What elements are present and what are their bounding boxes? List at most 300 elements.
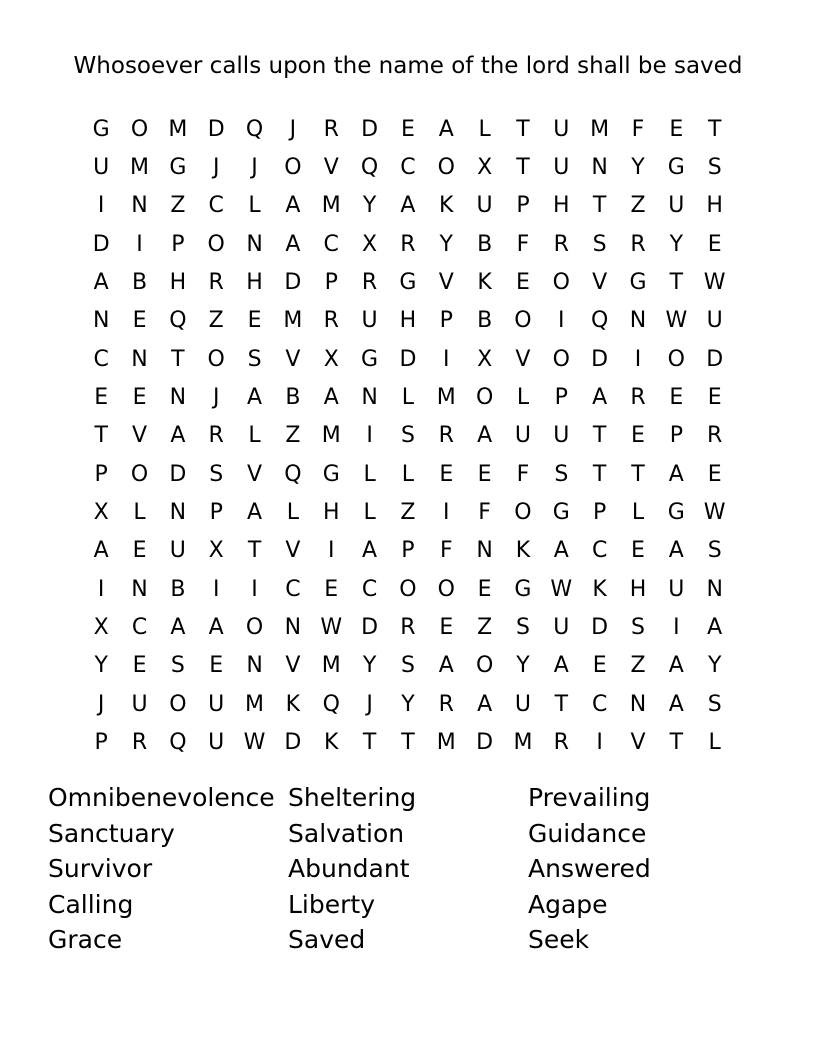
grid-letter: A (668, 538, 684, 564)
grid-letter: C (93, 346, 109, 372)
grid-letter: O (169, 691, 187, 717)
grid-letter: S (631, 615, 645, 641)
grid-letter: A (170, 423, 186, 449)
grid-letter: M (321, 653, 341, 679)
grid-letter: D (591, 615, 609, 641)
grid-letter: T (401, 730, 415, 756)
word-list (48, 780, 768, 958)
grid-letter: A (477, 691, 493, 717)
grid-row (82, 608, 734, 646)
grid-letter: D (361, 116, 379, 142)
grid-letter: O (667, 346, 685, 372)
grid-letter: Z (170, 193, 186, 219)
grid-letter: S (400, 423, 415, 449)
grid-letter: O (130, 116, 149, 142)
grid-letter: E (707, 385, 722, 411)
grid-letter: W (665, 308, 688, 334)
grid-letter: W (550, 576, 573, 602)
grid-letter: N (629, 691, 647, 717)
grid-letter: M (513, 730, 533, 756)
grid-letter: M (245, 691, 265, 717)
grid-letter: P (94, 730, 108, 756)
grid-letter: A (285, 193, 301, 219)
grid-letter: L (478, 116, 491, 142)
grid-letter: D (169, 461, 187, 487)
search-word: Agape (528, 889, 608, 919)
grid-letter: P (171, 231, 185, 257)
grid-letter: R (438, 423, 454, 449)
grid-letter: A (477, 423, 493, 449)
search-word: Prevailing (528, 783, 651, 813)
grid-letter: X (362, 231, 378, 257)
grid-letter: B (477, 231, 493, 257)
grid-letter: Q (169, 308, 187, 334)
grid-letter: K (477, 270, 492, 296)
grid-letter: M (283, 308, 303, 334)
grid-letter: V (285, 653, 301, 679)
grid-letter: S (707, 691, 722, 717)
grid-letter: M (168, 116, 188, 142)
grid-letter: U (514, 691, 531, 717)
grid-letter: U (361, 308, 378, 334)
grid-letter: W (243, 730, 266, 756)
grid-letter: G (667, 500, 685, 526)
grid-letter: O (207, 346, 225, 372)
grid-letter: E (477, 576, 492, 602)
grid-letter: T (592, 193, 607, 219)
grid-letter: L (631, 500, 645, 526)
grid-letter: N (706, 576, 723, 602)
grid-letter: Q (169, 730, 187, 756)
grid-letter: U (553, 423, 570, 449)
grid-letter: R (553, 231, 569, 257)
grid-letter: G (514, 576, 532, 602)
grid-letter: U (553, 615, 570, 641)
grid-letter: S (515, 615, 530, 641)
grid-letter: V (247, 461, 263, 487)
grid-letter: F (478, 500, 491, 526)
grid-letter: U (169, 538, 186, 564)
grid-letter: N (169, 500, 187, 526)
grid-letter: U (514, 423, 531, 449)
grid-letter: J (212, 385, 220, 411)
grid-letter: U (476, 193, 493, 219)
grid-letter: Q (322, 691, 340, 717)
grid-letter: I (443, 500, 450, 526)
grid-letter: H (169, 270, 187, 296)
grid-letter: B (170, 576, 186, 602)
grid-letter: Z (630, 193, 646, 219)
grid-letter: V (592, 270, 608, 296)
grid-letter: M (321, 193, 341, 219)
grid-letter: G (399, 270, 417, 296)
grid-letter: D (591, 346, 609, 372)
grid-letter: R (208, 270, 224, 296)
grid-letter: N (361, 385, 378, 411)
grid-letter: T (669, 730, 684, 756)
search-word: Seek (528, 925, 590, 955)
grid-row (82, 263, 734, 301)
grid-letter: D (207, 116, 225, 142)
grid-letter: S (592, 231, 607, 257)
grid-letter: X (477, 346, 493, 372)
grid-letter: I (212, 576, 220, 602)
grid-letter: L (248, 193, 261, 219)
grid-letter: Y (439, 231, 453, 257)
grid-row (82, 187, 734, 225)
search-word: Survivor (48, 854, 153, 884)
grid-row (82, 340, 734, 378)
grid-letter: L (708, 730, 721, 756)
grid-row (82, 685, 734, 723)
search-word: Abundant (288, 854, 410, 884)
grid-letter: Y (401, 691, 415, 717)
grid-letter: X (93, 500, 109, 526)
grid-letter: I (596, 730, 603, 756)
grid-letter: E (631, 423, 645, 449)
grid-letter: C (591, 691, 608, 717)
grid-letter: T (592, 461, 607, 487)
grid-letter: V (515, 346, 531, 372)
grid-row (82, 417, 734, 455)
word-list-row (48, 851, 768, 887)
grid-letter: U (553, 116, 570, 142)
grid-letter: N (92, 308, 110, 334)
grid-letter: G (169, 155, 187, 181)
grid-letter: T (631, 461, 645, 487)
grid-letter: I (366, 423, 373, 449)
grid-letter: K (324, 730, 339, 756)
grid-letter: N (131, 193, 148, 219)
grid-letter: J (97, 691, 105, 717)
grid-letter: H (246, 270, 263, 296)
grid-letter: L (286, 500, 300, 526)
grid-letter: T (362, 730, 377, 756)
grid-letter: C (361, 576, 378, 602)
grid-letter: I (251, 576, 258, 602)
grid-letter: H (706, 193, 723, 219)
grid-letter: A (285, 231, 301, 257)
grid-letter: K (592, 576, 607, 602)
grid-letter: P (209, 500, 223, 526)
grid-letter: R (400, 615, 416, 641)
grid-letter: V (285, 538, 301, 564)
grid-letter: Y (362, 653, 377, 679)
grid-letter: H (399, 308, 417, 334)
grid-letter: R (361, 270, 378, 296)
grid-letter: O (475, 385, 494, 411)
grid-letter: A (668, 461, 684, 487)
grid-letter: E (707, 231, 722, 257)
grid-letter: G (629, 270, 647, 296)
grid-letter: X (323, 346, 339, 372)
grid-letter: A (208, 615, 224, 641)
grid-letter: S (707, 155, 722, 181)
grid-letter: A (247, 500, 263, 526)
grid-row (82, 532, 734, 570)
grid-letter: P (516, 193, 530, 219)
grid-letter: A (553, 538, 569, 564)
grid-letter: T (592, 423, 607, 449)
grid-letter: A (362, 538, 378, 564)
grid-letter: Y (669, 231, 684, 257)
grid-letter: E (132, 385, 147, 411)
grid-letter: O (514, 500, 532, 526)
grid-letter: U (93, 155, 110, 181)
grid-letter: E (669, 385, 684, 411)
grid-letter: X (208, 538, 224, 564)
grid-letter: N (476, 538, 493, 564)
grid-letter: A (592, 385, 608, 411)
word-list-row (48, 816, 768, 852)
grid-letter: E (516, 270, 530, 296)
grid-letter: B (477, 308, 493, 334)
grid-letter: O (437, 576, 455, 602)
grid-letter: Q (284, 461, 302, 487)
grid-letter: N (131, 346, 148, 372)
grid-letter: H (629, 576, 647, 602)
grid-letter: M (436, 730, 456, 756)
grid-letter: E (631, 538, 645, 564)
grid-letter: L (401, 461, 415, 487)
grid-letter: Z (208, 308, 224, 334)
grid-letter: G (92, 116, 110, 142)
grid-letter: V (285, 346, 301, 372)
grid-letter: O (437, 155, 455, 181)
grid-row (82, 493, 734, 531)
grid-letter: A (553, 653, 569, 679)
grid-letter: F (516, 231, 530, 257)
grid-row (82, 647, 734, 685)
grid-letter: S (247, 346, 262, 372)
grid-letter: I (634, 346, 642, 372)
grid-letter: T (516, 116, 530, 142)
grid-letter: C (285, 576, 301, 602)
search-word: Saved (288, 925, 366, 955)
grid-letter: N (246, 231, 263, 257)
grid-letter: Z (285, 423, 301, 449)
grid-letter: T (669, 270, 684, 296)
grid-letter: L (401, 385, 415, 411)
grid-letter: E (439, 615, 454, 641)
grid-letter: W (703, 500, 726, 526)
search-word: Liberty (288, 889, 375, 919)
grid-letter: R (323, 116, 339, 142)
grid-letter: Y (707, 653, 722, 679)
grid-letter: O (475, 653, 494, 679)
grid-letter: P (401, 538, 415, 564)
search-word: Guidance (528, 818, 647, 848)
grid-letter: R (438, 691, 454, 717)
grid-letter: V (438, 270, 454, 296)
grid-letter: Y (516, 653, 530, 679)
word-list-row (48, 922, 768, 958)
grid-letter: N (591, 155, 608, 181)
grid-letter: I (327, 538, 335, 564)
word-list-row (48, 887, 768, 923)
grid-letter: U (668, 193, 685, 219)
grid-letter: U (208, 730, 225, 756)
grid-letter: T (554, 691, 569, 717)
grid-letter: U (706, 308, 723, 334)
grid-letter: N (629, 308, 647, 334)
grid-letter: S (400, 653, 415, 679)
grid-letter: F (516, 461, 530, 487)
search-word: Omnibenevolence (48, 783, 275, 813)
grid-letter: M (321, 423, 341, 449)
grid-letter: D (284, 730, 302, 756)
grid-letter: X (477, 155, 493, 181)
grid-letter: E (669, 116, 684, 142)
grid-letter: E (477, 461, 492, 487)
grid-letter: P (94, 461, 108, 487)
grid-letter: A (668, 653, 684, 679)
grid-letter: P (324, 270, 338, 296)
grid-row (82, 302, 734, 340)
grid-letter: A (438, 116, 454, 142)
grid-letter: E (247, 308, 262, 334)
grid-letter: S (209, 461, 224, 487)
grid-letter: G (322, 461, 340, 487)
search-word: Sheltering (288, 783, 417, 813)
grid-letter: V (323, 155, 339, 181)
grid-letter: Q (360, 155, 379, 181)
grid-letter: E (132, 538, 147, 564)
grid-letter: J (251, 155, 258, 181)
grid-letter: U (668, 576, 685, 602)
grid-letter: A (668, 691, 684, 717)
grid-letter: E (707, 461, 722, 487)
grid-letter: A (93, 538, 109, 564)
grid-row (82, 110, 734, 148)
search-word: Grace (48, 925, 123, 955)
puzzle-title: Whosoever calls upon the name of the lord shall be saved (73, 53, 743, 79)
grid-letter: B (285, 385, 301, 411)
grid-letter: T (247, 538, 262, 564)
grid-letter: T (94, 423, 108, 449)
grid-row (82, 148, 734, 186)
grid-letter: U (131, 691, 148, 717)
grid-letter: O (514, 308, 532, 334)
grid-letter: M (436, 385, 456, 411)
grid-letter: D (361, 615, 379, 641)
grid-letter: E (132, 308, 147, 334)
grid-letter: T (516, 155, 530, 181)
grid-letter: E (209, 653, 224, 679)
grid-letter: G (667, 155, 685, 181)
grid-letter: R (630, 231, 646, 257)
search-word: Sanctuary (48, 818, 175, 848)
search-word: Answered (528, 854, 651, 884)
grid-letter: A (323, 385, 339, 411)
grid-letter: L (516, 385, 530, 411)
grid-letter: O (552, 346, 570, 372)
grid-letter: N (284, 615, 302, 641)
grid-letter: T (171, 346, 185, 372)
grid-letter: E (592, 653, 607, 679)
grid-letter: J (289, 116, 297, 142)
grid-letter: Q (245, 116, 264, 142)
grid-letter: R (400, 231, 416, 257)
grid-letter: L (363, 500, 376, 526)
grid-letter: R (131, 730, 148, 756)
grid-letter: C (591, 538, 608, 564)
grid-letter: T (707, 116, 722, 142)
grid-letter: E (132, 653, 147, 679)
grid-row (82, 455, 734, 493)
grid-letter: C (131, 615, 148, 641)
grid-letter: I (97, 576, 105, 602)
grid-letter: S (707, 538, 722, 564)
grid-letter: Z (630, 653, 646, 679)
grid-letter: L (133, 500, 146, 526)
grid-letter: K (439, 193, 454, 219)
grid-row (82, 570, 734, 608)
grid-letter: A (707, 615, 723, 641)
grid-letter: I (97, 193, 105, 219)
grid-letter: F (439, 538, 453, 564)
grid-letter: I (673, 615, 680, 641)
grid-letter: D (706, 346, 724, 372)
grid-row (82, 724, 734, 762)
grid-letter: Y (362, 193, 377, 219)
grid-letter: P (439, 308, 453, 334)
grid-letter: K (515, 538, 531, 564)
grid-letter: S (554, 461, 569, 487)
grid-letter: N (131, 576, 148, 602)
grid-letter: D (92, 231, 110, 257)
grid-letter: P (554, 385, 568, 411)
grid-letter: I (136, 231, 143, 257)
grid-letter: E (400, 116, 415, 142)
grid-letter: R (707, 423, 723, 449)
grid-row (82, 378, 734, 416)
grid-letter: F (631, 116, 645, 142)
grid-letter: G (361, 346, 379, 372)
search-word: Calling (48, 889, 134, 919)
grid-letter: A (247, 385, 263, 411)
grid-letter: Q (590, 308, 609, 334)
grid-letter: K (285, 691, 301, 717)
grid-letter: H (553, 193, 570, 219)
grid-letter: P (593, 500, 607, 526)
word-list-row (48, 780, 768, 816)
grid-letter: G (552, 500, 570, 526)
grid-letter: L (248, 423, 261, 449)
grid-letter: Z (477, 615, 493, 641)
grid-letter: I (443, 346, 450, 372)
grid-letter: H (322, 500, 340, 526)
grid-letter: D (476, 730, 494, 756)
grid-letter: A (438, 653, 454, 679)
grid-letter: O (284, 155, 302, 181)
grid-letter: O (245, 615, 264, 641)
grid-letter: M (590, 116, 610, 142)
letter-grid (82, 110, 734, 762)
grid-letter: E (439, 461, 454, 487)
grid-letter: N (169, 385, 187, 411)
grid-row (82, 225, 734, 263)
grid-letter: R (553, 730, 569, 756)
grid-letter: Z (400, 500, 416, 526)
grid-letter: W (320, 615, 343, 641)
grid-letter: I (558, 308, 565, 334)
grid-letter: A (170, 615, 186, 641)
grid-letter: J (366, 691, 373, 717)
grid-letter: L (363, 461, 376, 487)
grid-letter: O (399, 576, 417, 602)
grid-letter: O (207, 231, 225, 257)
